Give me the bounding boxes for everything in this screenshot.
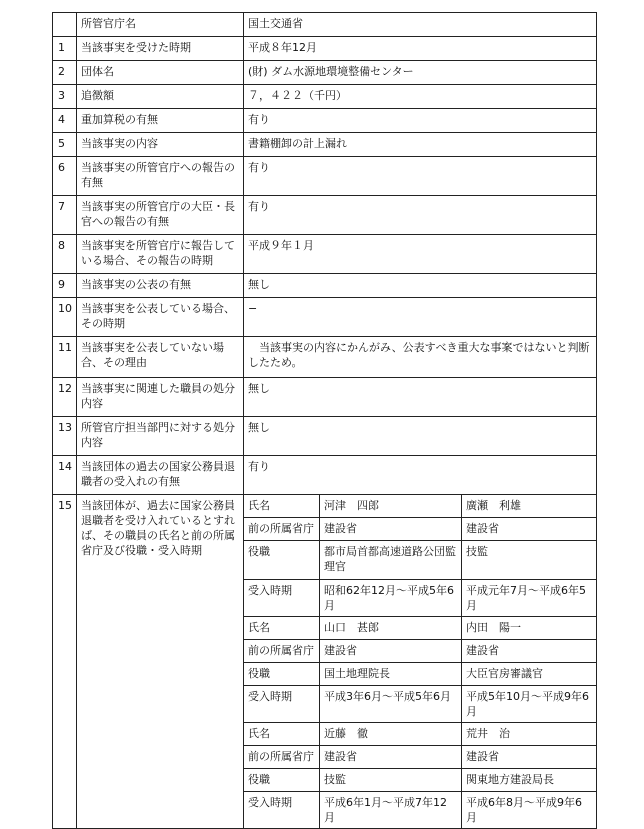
row-value: ７，４２２（千円） (244, 85, 597, 109)
field-label: 受入時期 (244, 792, 320, 829)
field-label: 役職 (244, 663, 320, 686)
field-label: 前の所属省庁 (244, 746, 320, 769)
row-label: 重加算税の有無 (77, 109, 244, 133)
retiree-ministry-row (244, 640, 596, 663)
retiree-name: 内田 陽一 (462, 617, 597, 640)
row-label: 当該事実の公表の有無 (77, 274, 244, 298)
field-label: 氏名 (244, 495, 320, 518)
row-label: 当該事実を受けた時期 (77, 37, 244, 61)
field-label: 役職 (244, 541, 320, 580)
retiree-table (244, 495, 596, 828)
row-value: − (244, 298, 597, 337)
table-row (53, 157, 597, 196)
row-number: 7 (53, 196, 77, 235)
row-number: 13 (53, 417, 77, 456)
retiree-period: 平成3年6月〜平成5年6月 (320, 686, 462, 723)
retiree-position: 関東地方建設局長 (462, 769, 597, 792)
retiree-ministry: 建設省 (462, 746, 597, 769)
row-number: 3 (53, 85, 77, 109)
row-number: 1 (53, 37, 77, 61)
retiree-ministry-row (244, 518, 596, 541)
retiree-name: 河津 四郎 (320, 495, 462, 518)
row-label: 団体名 (77, 61, 244, 85)
table-row (53, 61, 597, 85)
header-value: 国土交通省 (244, 13, 597, 37)
row-value: 有り (244, 109, 597, 133)
table-row-15 (53, 495, 597, 829)
row-label: 当該事実を所管官庁に報告している場合、その報告の時期 (77, 235, 244, 274)
row-number: 9 (53, 274, 77, 298)
field-label: 受入時期 (244, 686, 320, 723)
header-label: 所管官庁名 (77, 13, 244, 37)
retiree-name: 山口 甚郎 (320, 617, 462, 640)
retiree-period: 平成元年7月〜平成6年5月 (462, 580, 597, 617)
row-number: 10 (53, 298, 77, 337)
retiree-name-row (244, 723, 596, 746)
retiree-ministry: 建設省 (320, 746, 462, 769)
row-label: 当該事実の所管官庁の大臣・長官への報告の有無 (77, 196, 244, 235)
field-label: 前の所属省庁 (244, 640, 320, 663)
row-number: 2 (53, 61, 77, 85)
row-label: 当該団体の過去の国家公務員退職者の受入れの有無 (77, 456, 244, 495)
field-label: 前の所属省庁 (244, 518, 320, 541)
retiree-position: 技監 (462, 541, 597, 580)
table-row (53, 109, 597, 133)
retiree-name-row (244, 495, 596, 518)
retiree-position: 都市局首都高速道路公団監理官 (320, 541, 462, 580)
retiree-period: 平成5年10月〜平成9年6月 (462, 686, 597, 723)
disclosure-table (52, 12, 597, 829)
table-row (53, 417, 597, 456)
retiree-period: 平成6年1月〜平成7年12月 (320, 792, 462, 829)
row-number: 4 (53, 109, 77, 133)
row-number: 14 (53, 456, 77, 495)
row-label: 当該事実の所管官庁への報告の有無 (77, 157, 244, 196)
retiree-ministry: 建設省 (320, 640, 462, 663)
row-number: 8 (53, 235, 77, 274)
row-label: 当該事実に関連した職員の処分内容 (77, 378, 244, 417)
row-value: 有り (244, 196, 597, 235)
retiree-period-row (244, 792, 596, 829)
retiree-name-row (244, 617, 596, 640)
table-row (53, 196, 597, 235)
field-label: 氏名 (244, 617, 320, 640)
table-row (53, 298, 597, 337)
row-value: 無し (244, 274, 597, 298)
field-label: 氏名 (244, 723, 320, 746)
document-sheet (52, 12, 597, 829)
retiree-period: 昭和62年12月〜平成5年6月 (320, 580, 462, 617)
table-row (53, 378, 597, 417)
retiree-name: 近藤 徹 (320, 723, 462, 746)
row-label: 所管官庁担当部門に対する処分内容 (77, 417, 244, 456)
retiree-position-row (244, 769, 596, 792)
retiree-name: 荒井 治 (462, 723, 597, 746)
row-value: 有り (244, 456, 597, 495)
row-value: 無し (244, 378, 597, 417)
retiree-ministry: 建設省 (320, 518, 462, 541)
row-value: 平成８年12月 (244, 37, 597, 61)
row-value: 書籍棚卸の計上漏れ (244, 133, 597, 157)
row-label: 当該団体が、過去に国家公務員退職者を受け入れているとすれば、その職員の氏名と前の所属省庁及び役職・受入時期 (77, 495, 244, 829)
row-value: 無し (244, 417, 597, 456)
row-label: 追徴額 (77, 85, 244, 109)
table-row (53, 85, 597, 109)
field-label: 受入時期 (244, 580, 320, 617)
table-row (53, 37, 597, 61)
row-label: 当該事実の内容 (77, 133, 244, 157)
retiree-ministry-row (244, 746, 596, 769)
row-value: 当該事実の内容にかんがみ、公表すべき重大な事案ではないと判断したため。 (244, 337, 597, 378)
header-row (53, 13, 597, 37)
retiree-period-row (244, 686, 596, 723)
row-label: 当該事実を公表していない場合、その理由 (77, 337, 244, 378)
retiree-name: 廣瀬 利雄 (462, 495, 597, 518)
header-num (53, 13, 77, 37)
retiree-position-row (244, 663, 596, 686)
row-number: 12 (53, 378, 77, 417)
row-value: 有り (244, 157, 597, 196)
row-label: 当該事実を公表している場合、その時期 (77, 298, 244, 337)
retiree-position-row (244, 541, 596, 580)
table-row (53, 456, 597, 495)
table-row (53, 274, 597, 298)
retiree-position: 技監 (320, 769, 462, 792)
row-number: 6 (53, 157, 77, 196)
retiree-period: 平成6年8月〜平成9年6月 (462, 792, 597, 829)
table-row (53, 235, 597, 274)
row-number: 11 (53, 337, 77, 378)
retiree-position: 国土地理院長 (320, 663, 462, 686)
row-number: 15 (53, 495, 77, 829)
row-value: (財) ダム水源地環境整備センター (244, 61, 597, 85)
row-number: 5 (53, 133, 77, 157)
table-row (53, 133, 597, 157)
retiree-ministry: 建設省 (462, 640, 597, 663)
retiree-details (244, 495, 597, 829)
row-value: 平成９年１月 (244, 235, 597, 274)
field-label: 役職 (244, 769, 320, 792)
retiree-period-row (244, 580, 596, 617)
retiree-ministry: 建設省 (462, 518, 597, 541)
table-row (53, 337, 597, 378)
retiree-position: 大臣官房審議官 (462, 663, 597, 686)
